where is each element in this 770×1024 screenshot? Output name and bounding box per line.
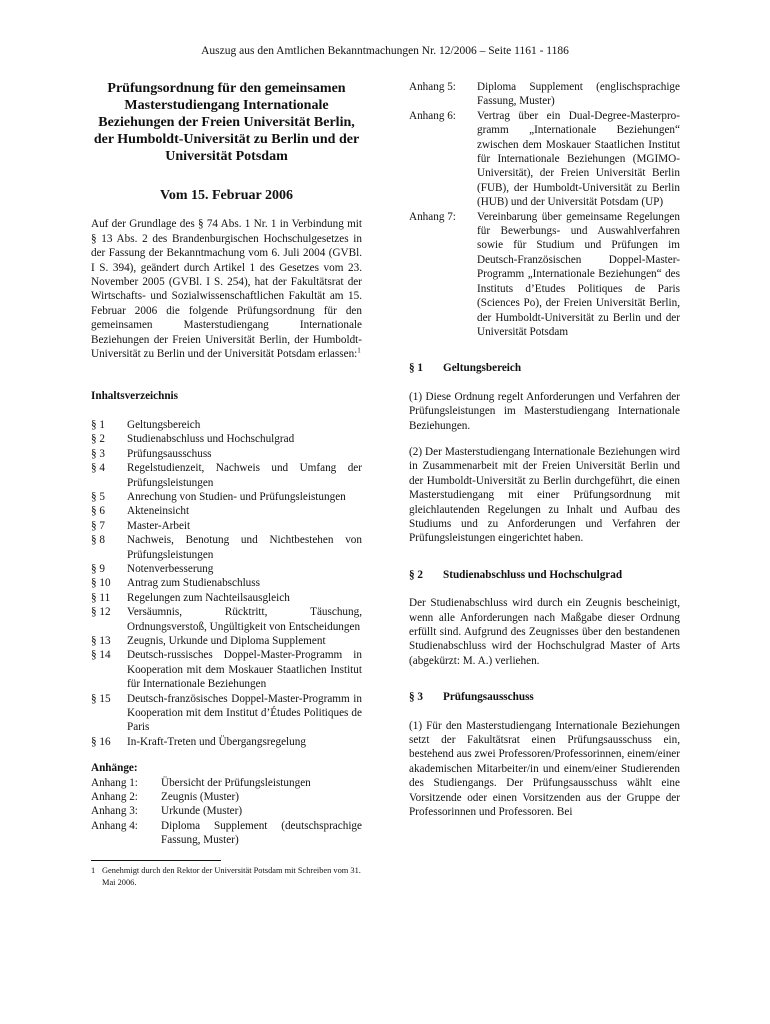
annex-label: Anhang 3: xyxy=(91,805,138,818)
section-paragraph: (1) Diese Ordnung regelt Anforderungen und Verfahren der Prüfungsleistungen im Masterstudiengang Internationale Beziehungen. xyxy=(409,390,680,432)
toc-entry-number: § 8 xyxy=(91,534,105,547)
section-number: § 1 xyxy=(409,362,423,375)
toc-entry-number: § 6 xyxy=(91,505,105,518)
annex-label: Anhang 1: xyxy=(91,776,138,789)
toc-entry-number: § 4 xyxy=(91,462,105,475)
toc-entry[interactable] xyxy=(91,735,362,749)
toc-entry[interactable] xyxy=(91,605,362,634)
toc-entry-title: Studienabschluss und Hochschulgrad xyxy=(127,433,295,446)
annex-entry xyxy=(91,819,362,848)
toc-entry-title: Versäumnis, Rücktritt, Täuschung, Ordnungsverstoß, Ungültigkeit von Entscheidungen xyxy=(127,606,362,633)
toc-entry-title: Regelungen zum Nachteilsausgleich xyxy=(127,591,290,604)
toc-entry-number: § 7 xyxy=(91,519,105,532)
annex-title: Übersicht der Prüfungsleistungen xyxy=(161,776,311,789)
section-heading xyxy=(409,361,680,375)
toc-heading: Inhaltsverzeichnis xyxy=(91,390,179,403)
section-paragraph: (1) Für den Masterstudiengang Internationale Beziehungen setzt der Fakultätsrat einen Prüfungsausschuss ein, bestehend aus zwei Professoren/Professorinnen, einem/einer akademischen Mitarbeiter/in und einem/einer Studierenden des Studiengangs. Der Prüfungsausschuss wählt eine Vorsitzende oder einen Vorsitzenden aus der Gruppe der Professorinnen und Professoren. Bei xyxy=(409,719,680,819)
annex-title: Zeugnis (Muster) xyxy=(161,791,239,804)
section-heading xyxy=(409,568,680,582)
section-paragraph: (2) Der Masterstudiengang Internationale Beziehungen wird in Zusammenarbeit mit der Freien Universität Berlin und der Humboldt-Universität zu Berlin durchgeführt, die einen Masterstudiengang mit einer Prüfungsordnung mit gleichlautenden Regelungen zu Inhalt und Aufbau des Studiums und zu Anforderungen und Verfahren der Prüfungsleistungen eingerichtet haben. xyxy=(409,445,680,545)
toc-entry-number: § 9 xyxy=(91,562,105,575)
toc-entry[interactable] xyxy=(91,576,362,590)
annex-label: Anhang 4: xyxy=(91,819,138,832)
toc-entry[interactable] xyxy=(91,648,362,691)
annex-list-right xyxy=(409,80,680,339)
toc-entry-title: Antrag zum Studienabschluss xyxy=(127,577,260,590)
toc-entry-number: § 16 xyxy=(91,735,111,748)
footnote-text: Genehmigt durch den Rektor der Universität Potsdam mit Schreiben vom 31. Mai 2006. xyxy=(102,865,361,887)
annex-title: Diploma Supplement (englischsprachige Fassung, Muster) xyxy=(477,81,680,108)
sections xyxy=(409,361,680,819)
toc-entry[interactable] xyxy=(91,692,362,735)
toc-entry[interactable] xyxy=(91,562,362,576)
toc-entry-title: Geltungsbereich xyxy=(127,418,201,431)
annex-title: Vereinbarung über gemeinsame Regelungen für Bewerbungs- und Auswahlverfahren sowie für Studium und Prüfungen im Deutsch-Französischen Doppel-Master-Programm „Internationale Beziehungen“ des Instituts d’Etudes Politiques de Paris (Sciences Po), der Freien Universität Berlin, der Humboldt-Universität zu Berlin und der Universität Potsdam xyxy=(477,210,680,338)
toc-entry[interactable] xyxy=(91,634,362,648)
toc-entry-title: Notenverbesserung xyxy=(127,562,214,575)
annex-entry xyxy=(409,210,680,340)
toc-entry-title: Prüfungsausschuss xyxy=(127,447,212,460)
toc-entry-number: § 10 xyxy=(91,577,111,590)
preamble-text: Auf der Grundlage des § 74 Abs. 1 Nr. 1 in Verbindung mit § 13 Abs. 2 des Brandenburgischen Hochschulgesetzes in der Fassung der Bekanntmachung vom 6. Juli 2004 (GVBl. I S. 394), geändert durch Artikel 1 des Gesetzes vom 23. November 2005 (GVBl. I S. 254), hat der Fakultätsrat der Wirtschafts- und Sozialwissenschaftlichen Fakultät am 15. Februar 2006 die folgende Prüfungsordnung für den gemeinsamen Masterstudiengang Internationale Beziehungen der Freien Universität Berlin, der Humboldt-Universität zu Berlin und der Universität Potsdam erlassen: xyxy=(91,218,362,361)
footnote-reference[interactable]: 1 xyxy=(357,346,361,355)
section-title: Geltungsbereich xyxy=(443,362,522,375)
table-of-contents xyxy=(91,418,362,749)
toc-entry-title: Regelstudienzeit, Nachweis und Umfang der Prüfungsleistungen xyxy=(127,462,362,489)
toc-entry[interactable] xyxy=(91,591,362,605)
annex-entry xyxy=(409,109,680,210)
document-date: Vom 15. Februar 2006 xyxy=(160,188,293,203)
toc-entry-title: Akteneinsicht xyxy=(127,505,190,518)
footnote xyxy=(91,865,362,889)
section-title: Studienabschluss und Hochschulgrad xyxy=(443,568,623,581)
toc-entry-number: § 14 xyxy=(91,649,111,662)
toc-entry-number: § 1 xyxy=(91,418,105,431)
section-paragraph: Der Studienabschluss wird durch ein Zeugnis bescheinigt, wenn alle Anforderungen nach Maßgabe dieser Ordnung erfüllt sind. Aufgrund des Zeugnisses über den bestandenen Studienabschluss wird der Hochschulgrad Master of Arts (abgekürzt: M. A.) verliehen. xyxy=(409,597,680,667)
document-title: Prüfungsordnung für den gemeinsamen Masterstudiengang Internationale Beziehungen der Freien Universität Berlin, der Humboldt-Universität zu Berlin und der Universität Potsdam xyxy=(93,81,360,164)
annex-label: Anhang 2: xyxy=(91,791,138,804)
toc-entry-number: § 2 xyxy=(91,433,105,446)
toc-entry-number: § 3 xyxy=(91,447,105,460)
annex-entry xyxy=(91,790,362,804)
toc-entry[interactable] xyxy=(91,504,362,518)
toc-entry[interactable] xyxy=(91,490,362,504)
annex-entry xyxy=(91,776,362,790)
annex-title: Urkunde (Muster) xyxy=(161,805,243,818)
toc-entry[interactable] xyxy=(91,461,362,490)
toc-entry-number: § 12 xyxy=(91,606,111,619)
toc-entry-title: Deutsch-russisches Doppel-Master-Programm in Kooperation mit dem Moskauer Staatlichen Institut für Internationale Beziehungen xyxy=(127,649,362,691)
toc-entry-number: § 15 xyxy=(91,692,111,705)
right-column xyxy=(409,80,680,831)
toc-entry-title: Anrechung von Studien- und Prüfungsleistungen xyxy=(127,490,346,503)
toc-entry[interactable] xyxy=(91,533,362,562)
section-heading xyxy=(409,690,680,704)
page-header: Auszug aus den Amtlichen Bekanntmachungen Nr. 12/2006 – Seite 1161 - 1186 xyxy=(201,45,569,57)
preamble xyxy=(91,217,362,361)
left-column xyxy=(91,80,362,889)
section-number: § 2 xyxy=(409,568,423,581)
footnote-divider xyxy=(91,860,221,861)
toc-entry-title: Nachweis, Benotung und Nichtbestehen von Prüfungsleistungen xyxy=(127,534,362,561)
annex-label: Anhang 5: xyxy=(409,81,456,93)
toc-entry-title: Deutsch-französisches Doppel-Master-Programm in Kooperation mit dem Institut d’Études Politiques de Paris xyxy=(127,692,362,734)
annex-heading: Anhänge: xyxy=(91,762,138,775)
toc-entry-number: § 13 xyxy=(91,634,111,647)
footnote-mark: 1 xyxy=(91,865,96,875)
section-number: § 3 xyxy=(409,691,423,704)
annex-label: Anhang 6: xyxy=(409,109,456,122)
toc-entry[interactable] xyxy=(91,432,362,446)
section-title: Prüfungsausschuss xyxy=(443,691,534,704)
annex-entry xyxy=(409,80,680,109)
toc-entry[interactable] xyxy=(91,418,362,432)
annex-title: Diploma Supplement (deutschsprachige Fassung, Muster) xyxy=(161,819,362,847)
annex-title: Vertrag über ein Dual-Degree-Masterpro-gramm „Internationale Beziehungen“ zwischen dem Moskauer Staatlichen Institut für Internationale Beziehungen (MGIMO-Universität), der Freien Universität Berlin (FUB), der Humboldt-Universität zu Berlin (HUB) und der Universität Potsdam (UP) xyxy=(477,109,680,209)
toc-entry-title: Zeugnis, Urkunde und Diploma Supplement xyxy=(127,634,326,647)
toc-entry[interactable] xyxy=(91,447,362,461)
toc-entry[interactable] xyxy=(91,519,362,533)
toc-entry-title: Master-Arbeit xyxy=(127,519,191,532)
toc-entry-number: § 5 xyxy=(91,490,105,503)
toc-entry-title: In-Kraft-Treten und Übergangsregelung xyxy=(127,735,306,748)
annex-list-left xyxy=(91,776,362,848)
toc-entry-number: § 11 xyxy=(91,591,111,604)
annex-entry xyxy=(91,804,362,818)
annex-label: Anhang 7: xyxy=(409,210,456,223)
